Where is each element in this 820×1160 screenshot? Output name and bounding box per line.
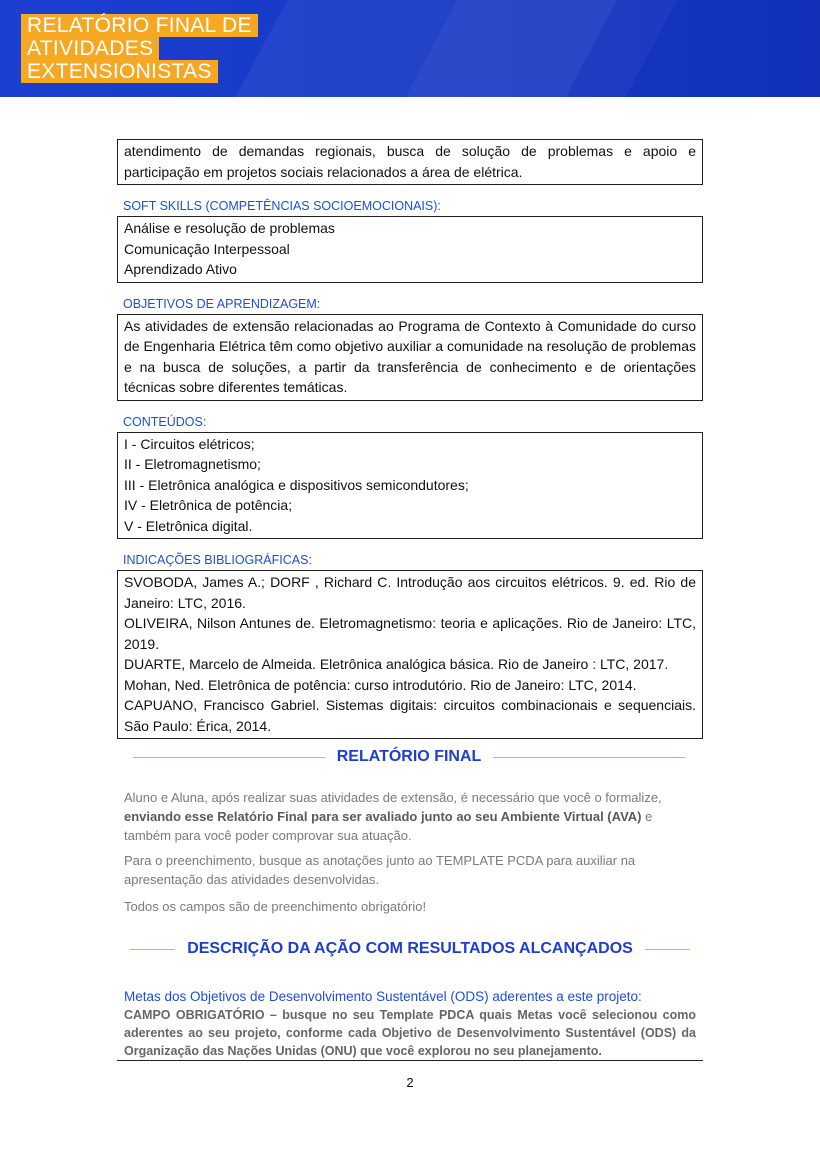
descricao-heading-row xyxy=(130,940,690,958)
heading-divider xyxy=(645,949,690,950)
bibliography-entry: DUARTE, Marcelo de Almeida. Eletrônica analógica básica. Rio de Janeiro : LTC, 2017. xyxy=(124,656,669,672)
header-title-line-1: RELATÓRIO FINAL DE xyxy=(21,14,258,37)
heading-divider xyxy=(130,949,175,950)
form-fields xyxy=(117,139,703,739)
relatorio-final-heading-row xyxy=(133,748,685,766)
list-item: I - Circuitos elétricos; xyxy=(124,435,255,452)
intro-bold-text: enviando esse Relatório Final para ser avaliado junto ao seu Ambiente Virtual (AVA) xyxy=(124,809,642,824)
page-header-banner xyxy=(0,0,820,97)
ods-instruction-text: CAMPO OBRIGATÓRIO – busque no seu Template PDCA quais Metas você selecionou como aderentes ao seu projeto, conforme cada Objetivo de Desenvolvimento Sustentável (ODS) da Organização das Nações Unidas (ONU) que você explorou no seu planejamento. xyxy=(124,1008,696,1058)
list-item: Comunicação Interpessoal xyxy=(124,240,290,257)
objetivos-label: OBJETIVOS DE APRENDIZAGEM: xyxy=(123,296,321,311)
header-title-line-3: EXTENSIONISTAS xyxy=(21,60,218,83)
bibliography-entry: CAPUANO, Francisco Gabriel. Sistemas digitais: circuitos combinacionais e sequenciais. São Paulo: Érica, 2014. xyxy=(124,697,696,734)
continuation-box: atendimento de demandas regionais, busca de solução de problemas e apoio e participação em projetos sociais relacionados a área de elétrica. xyxy=(117,139,703,185)
preenchimento-paragraph: Para o preenchimento, busque as anotações junto ao TEMPLATE PCDA para auxiliar na apresentação das atividades desenvolvidas. xyxy=(124,853,636,887)
list-item: III - Eletrônica analógica e dispositivos semicondutores; xyxy=(124,476,469,493)
bibliography-entry: Mohan, Ned. Eletrônica de potência: curso introdutório. Rio de Janeiro: LTC, 2014. xyxy=(124,676,637,693)
bibliography-entry: OLIVEIRA, Nilson Antunes de. Eletromagnetismo: teoria e aplicações. Rio de Janeiro: LTC, 2019. xyxy=(124,615,696,652)
list-item: Análise e resolução de problemas xyxy=(124,220,335,236)
intro-text: Aluno e Aluna, após realizar suas atividades de extensão, é necessário que você o formalize, xyxy=(124,790,662,805)
bibliografia-label: INDICAÇÕES BIBLIOGRÁFICAS: xyxy=(123,553,312,567)
list-item: Aprendizado Ativo xyxy=(124,261,237,277)
heading-divider xyxy=(133,757,325,758)
header-title-line-2: ATIVIDADES xyxy=(21,37,159,60)
relatorio-final-heading: RELATÓRIO FINAL xyxy=(336,748,482,765)
page-number: 2 xyxy=(406,1075,414,1090)
list-item: V - Eletrônica digital. xyxy=(124,517,253,534)
list-item: IV - Eletrônica de potência; xyxy=(124,497,293,513)
obrigatorio-paragraph: Todos os campos são de preenchimento obrigatório! xyxy=(124,899,427,914)
soft-skills-box xyxy=(117,216,703,283)
intro-text-end: e também para você poder comprovar sua atuação. xyxy=(124,809,653,843)
conteudos-label: CONTEÚDOS: xyxy=(123,414,207,429)
relatorio-intro-paragraph xyxy=(124,788,696,845)
ods-field-underline xyxy=(117,1060,703,1061)
conteudos-box xyxy=(117,432,703,540)
bibliography-entry: SVOBODA, James A.; DORF , Richard C. Introdução aos circuitos elétricos. 9. ed. Rio de Janeiro: LTC, 2016. xyxy=(124,574,696,611)
list-item: II - Eletromagnetismo; xyxy=(124,456,261,472)
descricao-heading: DESCRIÇÃO DA AÇÃO COM RESULTADOS ALCANÇADOS xyxy=(187,940,633,957)
ods-label: Metas dos Objetivos de Desenvolvimento Sustentável (ODS) aderentes a este projeto: xyxy=(124,989,642,1004)
objetivos-box: As atividades de extensão relacionadas ao Programa de Contexto à Comunidade do curso de Engenharia Elétrica têm como objetivo auxiliar a comunidade na resolução de problemas e na busca de soluções, a partir da transferência de conhecimento e de orientações técnicas sobre diferentes temáticas. xyxy=(117,314,703,401)
soft-skills-label: SOFT SKILLS (COMPETÊNCIAS SOCIOEMOCIONAIS): xyxy=(123,199,441,213)
bibliografia-box xyxy=(117,570,703,739)
heading-divider xyxy=(493,757,685,758)
